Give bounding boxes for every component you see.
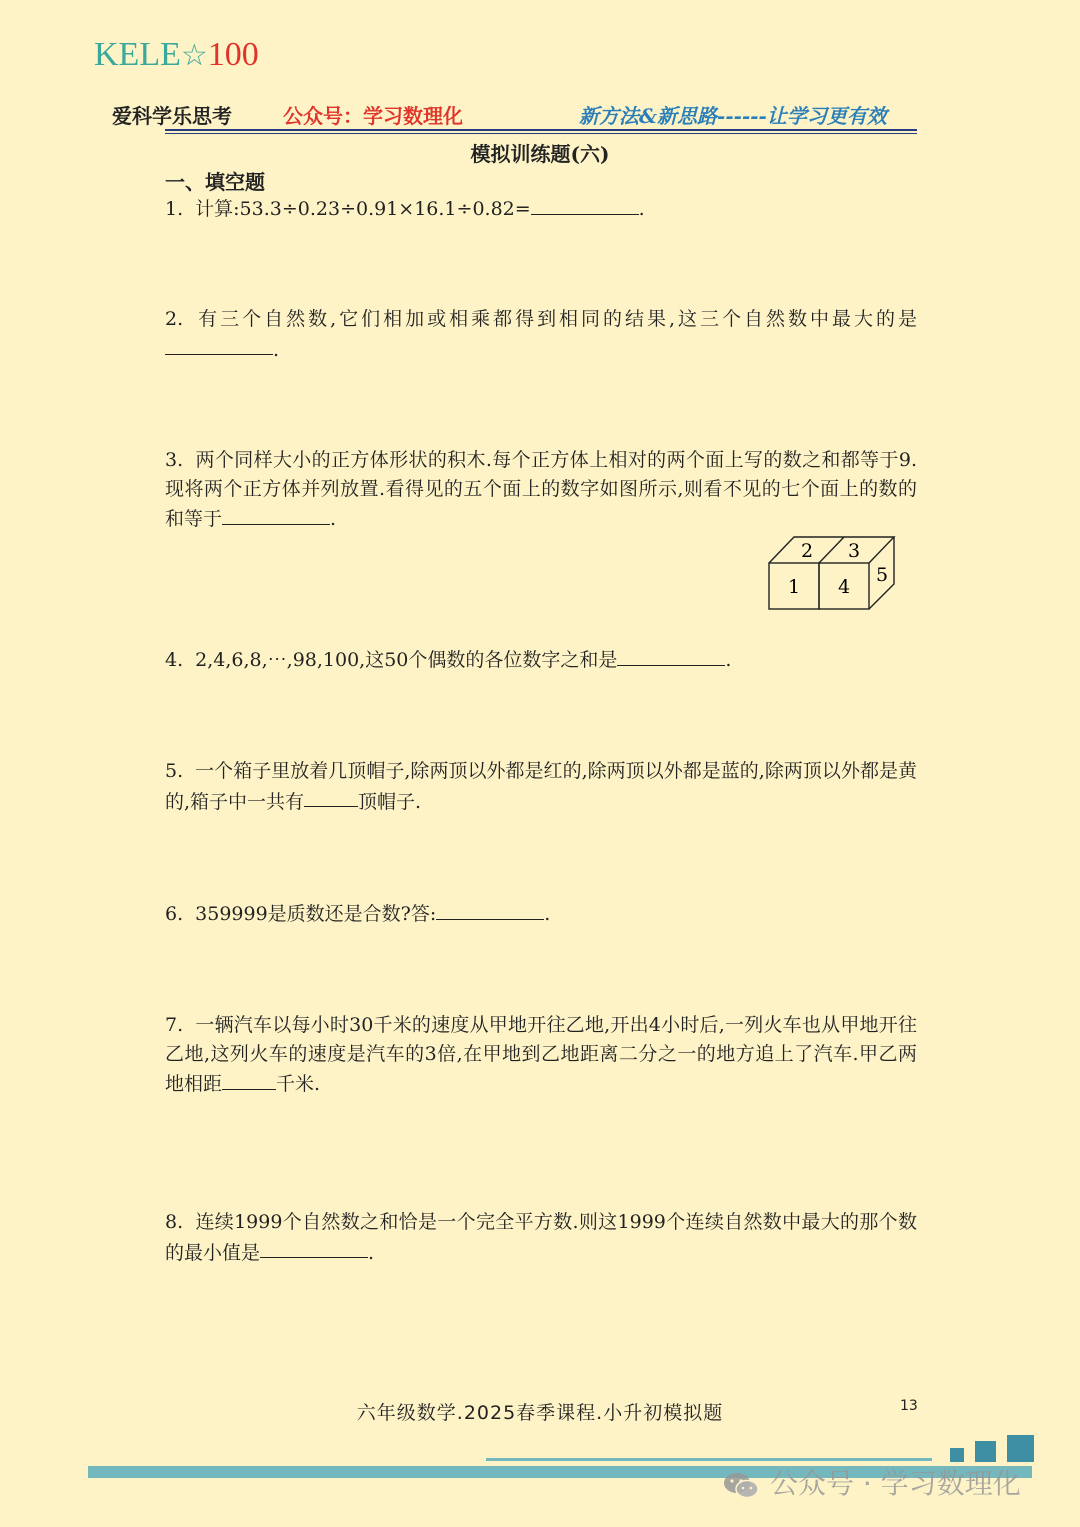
question-text: 有三个自然数,它们相加或相乘都得到相同的结果,这三个自然数中最大的是: [195, 308, 917, 330]
brand-logo: [94, 36, 259, 74]
question-3: [165, 446, 917, 533]
cube-label-front-right: 4: [837, 576, 851, 598]
cube-label-side: 5: [875, 564, 889, 586]
question-tail: .: [544, 902, 551, 925]
logo-text-kele: KELE: [94, 36, 181, 73]
answer-blank: [531, 193, 639, 215]
question-1: [165, 193, 917, 223]
question-number: 7.: [165, 1014, 184, 1036]
question-text: 2,4,6,8,⋯,98,100,这50个偶数的各位数字之和是: [195, 648, 618, 671]
question-number: 3.: [165, 449, 184, 471]
answer-blank: [304, 786, 358, 808]
question-text: 计算:53.3÷0.23÷0.91×16.1÷0.82=: [195, 197, 531, 220]
header-motto: 新方法&新思路------让学习更有效: [579, 104, 887, 128]
wechat-icon: [722, 1470, 760, 1500]
footer-square-large: [1007, 1435, 1034, 1462]
header-rule-thin: [165, 133, 917, 134]
question-4: [165, 644, 917, 674]
question-2: [165, 305, 917, 364]
question-text: 359999是质数还是合数?答:: [195, 902, 437, 925]
two-cubes-figure: [760, 530, 900, 615]
question-tail: .: [273, 338, 280, 361]
answer-blank: [222, 503, 330, 525]
page-title: 模拟训练题(六): [470, 142, 610, 166]
header-account: 公众号：学习数理化: [283, 104, 463, 128]
cube-label-top-left: 2: [800, 540, 814, 562]
star-icon: ☆: [180, 38, 208, 73]
question-8: [165, 1208, 917, 1267]
header-rule-thick: [165, 129, 917, 131]
cube-label-top-right: 3: [847, 540, 861, 562]
question-tail: .: [725, 648, 732, 671]
question-7: [165, 1011, 917, 1098]
answer-blank: [617, 644, 725, 666]
question-number: 8.: [165, 1211, 184, 1233]
question-6: [165, 898, 917, 928]
logo-text-100: 100: [207, 36, 259, 73]
footer-course-title: 六年级数学.2025春季课程.小升初模拟题: [356, 1402, 724, 1424]
watermark-text: 公众号 · 学习数理化: [770, 1467, 1021, 1500]
question-tail: .: [638, 197, 645, 220]
answer-blank: [260, 1237, 368, 1259]
footer-square-small: [950, 1448, 964, 1462]
answer-blank: [165, 334, 273, 356]
footer-bar-thin: [486, 1458, 932, 1461]
answer-blank: [436, 898, 544, 920]
question-number: 4.: [165, 648, 184, 671]
header-slogan: 爱科学乐思考: [112, 104, 232, 128]
question-tail: 千米.: [276, 1072, 321, 1095]
question-5: [165, 757, 917, 816]
watermark: [722, 1462, 1021, 1502]
question-text: 一个箱子里放着几顶帽子,除两顶以外都是红的,除两顶以外都是蓝的,除两顶以外都是黄的,箱子中一共有: [165, 760, 917, 813]
question-tail: .: [330, 507, 337, 530]
question-number: 6.: [165, 902, 184, 925]
question-number: 1.: [165, 197, 184, 220]
question-text: 两个同样大小的正方体形状的积木.每个正方体上相对的两个面上写的数之和都等于9.现将两个正方体并列放置.看得见的五个面上的数字如图所示,则看不见的七个面上的数的和等于: [165, 449, 917, 530]
page-number: 13: [900, 1398, 918, 1414]
answer-blank: [222, 1068, 276, 1090]
question-text: 连续1999个自然数之和恰是一个完全平方数.则这1999个连续自然数中最大的那个数的最小值是: [165, 1211, 917, 1264]
question-number: 5.: [165, 760, 184, 782]
footer-square-medium: [975, 1441, 996, 1462]
question-number: 2.: [165, 308, 184, 330]
section-heading: 一、填空题: [165, 170, 265, 194]
question-text: 一辆汽车以每小时30千米的速度从甲地开往乙地,开出4小时后,一列火车也从甲地开往乙地,这列火车的速度是汽车的3倍,在甲地到乙地距离二分之一的地方追上了汽车.甲乙两地相距: [165, 1014, 917, 1095]
question-tail: 顶帽子.: [358, 790, 422, 813]
question-tail: .: [368, 1241, 375, 1264]
cube-label-front-left: 1: [787, 576, 801, 598]
